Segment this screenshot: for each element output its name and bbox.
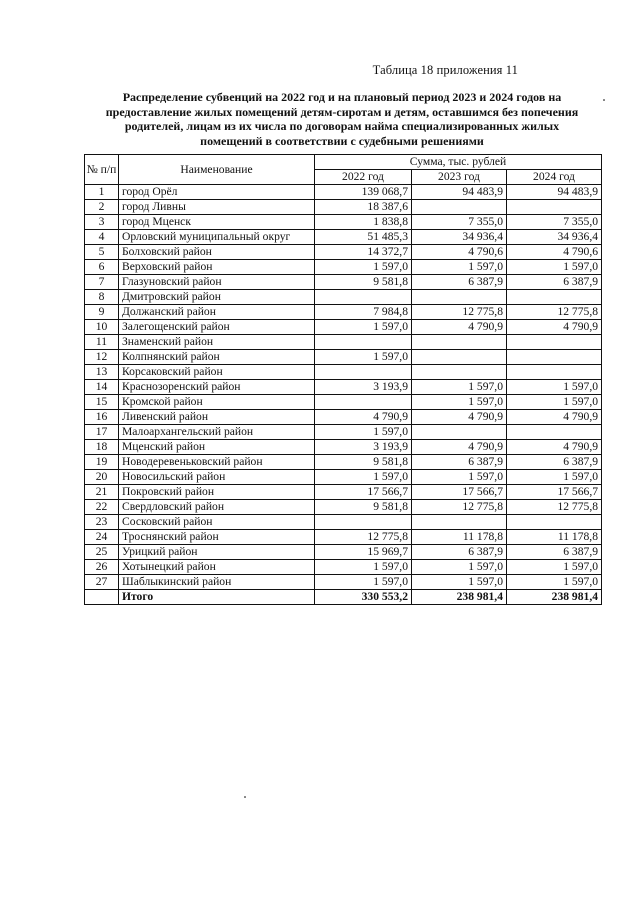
row-value-2022: [315, 290, 412, 305]
row-number: 23: [85, 515, 119, 530]
title-line: помещений в соответствии с судебными решениями: [200, 133, 484, 148]
row-number: 19: [85, 455, 119, 470]
row-value-2022: 1 597,0: [315, 470, 412, 485]
table-row: [85, 440, 602, 455]
row-value-2022: [315, 365, 412, 380]
table-row: [85, 560, 602, 575]
row-name: Колпнянский район: [119, 350, 315, 365]
table-row: [85, 530, 602, 545]
row-number: 6: [85, 260, 119, 275]
row-value-2022: 12 775,8: [315, 530, 412, 545]
table-row: [85, 350, 602, 365]
row-value-2022: 1 838,8: [315, 215, 412, 230]
header-sum: Сумма, тыс. рублей: [315, 155, 602, 170]
header-name: Наименование: [119, 155, 315, 185]
row-name: Новодеревеньковский район: [119, 455, 315, 470]
row-value-2024: 12 775,8: [507, 500, 602, 515]
row-value-2024: 1 597,0: [507, 395, 602, 410]
row-value-2023: 1 597,0: [412, 575, 507, 590]
row-value-2022: 139 068,7: [315, 185, 412, 200]
row-number: 24: [85, 530, 119, 545]
row-number: 15: [85, 395, 119, 410]
row-value-2024: 4 790,9: [507, 440, 602, 455]
total-label: Итого: [119, 590, 315, 605]
row-value-2023: [412, 350, 507, 365]
row-name: Глазуновский район: [119, 275, 315, 290]
table-row: [85, 545, 602, 560]
row-number: 14: [85, 380, 119, 395]
row-value-2022: 9 581,8: [315, 455, 412, 470]
row-value-2022: 9 581,8: [315, 500, 412, 515]
row-number: 18: [85, 440, 119, 455]
subsidy-table: [84, 154, 602, 605]
table-row: [85, 500, 602, 515]
table-row: [85, 365, 602, 380]
row-number: 8: [85, 290, 119, 305]
row-value-2022: 51 485,3: [315, 230, 412, 245]
row-value-2023: 1 597,0: [412, 395, 507, 410]
row-name: Дмитровский район: [119, 290, 315, 305]
table-row: [85, 245, 602, 260]
row-value-2024: [507, 365, 602, 380]
row-value-2022: 1 597,0: [315, 350, 412, 365]
table-row: [85, 575, 602, 590]
row-name: Малоархангельский район: [119, 425, 315, 440]
row-value-2022: 4 790,9: [315, 410, 412, 425]
row-value-2023: [412, 515, 507, 530]
row-value-2023: 94 483,9: [412, 185, 507, 200]
row-name: Хотынецкий район: [119, 560, 315, 575]
row-value-2023: [412, 290, 507, 305]
row-number: 27: [85, 575, 119, 590]
row-number: 20: [85, 470, 119, 485]
row-name: Свердловский район: [119, 500, 315, 515]
row-value-2022: [315, 335, 412, 350]
row-name: город Ливны: [119, 200, 315, 215]
row-name: Знаменский район: [119, 335, 315, 350]
row-number: 17: [85, 425, 119, 440]
row-value-2024: [507, 515, 602, 530]
row-name: Урицкий район: [119, 545, 315, 560]
row-value-2022: 15 969,7: [315, 545, 412, 560]
row-name: Болховский район: [119, 245, 315, 260]
row-value-2024: 1 597,0: [507, 380, 602, 395]
table-row: [85, 380, 602, 395]
total-number: [85, 590, 119, 605]
row-name: Троснянский район: [119, 530, 315, 545]
row-value-2023: 1 597,0: [412, 260, 507, 275]
row-value-2023: 6 387,9: [412, 545, 507, 560]
row-value-2024: 4 790,6: [507, 245, 602, 260]
table-row: [85, 200, 602, 215]
row-value-2023: 4 790,9: [412, 320, 507, 335]
row-number: 4: [85, 230, 119, 245]
table-row: [85, 455, 602, 470]
row-name: Кромской район: [119, 395, 315, 410]
row-name: Покровский район: [119, 485, 315, 500]
row-name: Орловский муниципальный округ: [119, 230, 315, 245]
row-name: город Орёл: [119, 185, 315, 200]
row-value-2023: 1 597,0: [412, 380, 507, 395]
row-value-2024: 1 597,0: [507, 260, 602, 275]
row-name: Шаблыкинский район: [119, 575, 315, 590]
table-row: [85, 515, 602, 530]
row-value-2022: 1 597,0: [315, 320, 412, 335]
table-row: [85, 485, 602, 500]
table-row: [85, 230, 602, 245]
row-number: 3: [85, 215, 119, 230]
row-value-2022: 17 566,7: [315, 485, 412, 500]
table-row: [85, 320, 602, 335]
table-row: [85, 410, 602, 425]
row-name: Новосильский район: [119, 470, 315, 485]
row-value-2022: 14 372,7: [315, 245, 412, 260]
row-value-2024: 11 178,8: [507, 530, 602, 545]
title-line: предоставление жилых помещений детям-сиротам и детям, оставшимся без попечения: [105, 104, 579, 119]
row-value-2022: [315, 515, 412, 530]
row-value-2023: [412, 425, 507, 440]
row-value-2024: 6 387,9: [507, 545, 602, 560]
total-value-2023: 238 981,4: [412, 590, 507, 605]
row-value-2024: 94 483,9: [507, 185, 602, 200]
appendix-reference: Таблица 18 приложения 11: [372, 63, 518, 77]
row-value-2024: 7 355,0: [507, 215, 602, 230]
total-row: [85, 590, 602, 605]
row-value-2024: [507, 350, 602, 365]
row-value-2022: 1 597,0: [315, 575, 412, 590]
row-value-2023: 12 775,8: [412, 500, 507, 515]
row-value-2023: [412, 365, 507, 380]
table-row: [85, 185, 602, 200]
table-row: [85, 290, 602, 305]
row-value-2024: [507, 425, 602, 440]
scan-speck: [603, 99, 605, 101]
row-value-2023: 4 790,9: [412, 440, 507, 455]
row-number: 25: [85, 545, 119, 560]
table-row: [85, 335, 602, 350]
row-name: Залегощенский район: [119, 320, 315, 335]
row-value-2022: 18 387,6: [315, 200, 412, 215]
header-year-2023: 2023 год: [412, 170, 507, 185]
table-row: [85, 275, 602, 290]
row-value-2023: 4 790,9: [412, 410, 507, 425]
row-value-2024: [507, 335, 602, 350]
row-value-2023: 34 936,4: [412, 230, 507, 245]
title-line: Распределение субвенций на 2022 год и на плановый период 2023 и 2024 годов на: [122, 90, 562, 104]
row-number: 5: [85, 245, 119, 260]
row-value-2024: [507, 290, 602, 305]
row-value-2023: 11 178,8: [412, 530, 507, 545]
row-value-2022: [315, 395, 412, 410]
table-row: [85, 260, 602, 275]
row-value-2023: 12 775,8: [412, 305, 507, 320]
row-value-2024: 12 775,8: [507, 305, 602, 320]
row-value-2022: 1 597,0: [315, 260, 412, 275]
row-value-2024: 6 387,9: [507, 275, 602, 290]
row-value-2022: 1 597,0: [315, 560, 412, 575]
row-value-2023: 6 387,9: [412, 455, 507, 470]
total-value-2022: 330 553,2: [315, 590, 412, 605]
row-value-2023: 7 355,0: [412, 215, 507, 230]
row-name: Сосковский район: [119, 515, 315, 530]
total-value-2024: 238 981,4: [507, 590, 602, 605]
header-year-2024: 2024 год: [507, 170, 602, 185]
row-value-2023: 1 597,0: [412, 470, 507, 485]
row-value-2024: 17 566,7: [507, 485, 602, 500]
row-name: Корсаковский район: [119, 365, 315, 380]
row-value-2023: 1 597,0: [412, 560, 507, 575]
row-name: Мценский район: [119, 440, 315, 455]
title-line: родителей, лицам из их числа по договорам найма специализированных жилых: [124, 119, 560, 134]
row-name: город Мценск: [119, 215, 315, 230]
row-value-2023: 17 566,7: [412, 485, 507, 500]
document-title: [92, 90, 592, 148]
row-number: 22: [85, 500, 119, 515]
row-value-2023: 6 387,9: [412, 275, 507, 290]
row-value-2024: 4 790,9: [507, 320, 602, 335]
row-number: 9: [85, 305, 119, 320]
row-number: 16: [85, 410, 119, 425]
row-value-2023: [412, 200, 507, 215]
row-number: 11: [85, 335, 119, 350]
table-row: [85, 470, 602, 485]
row-number: 10: [85, 320, 119, 335]
row-number: 13: [85, 365, 119, 380]
row-value-2024: 1 597,0: [507, 575, 602, 590]
row-name: Ливенский район: [119, 410, 315, 425]
row-value-2024: [507, 200, 602, 215]
row-value-2024: 6 387,9: [507, 455, 602, 470]
row-name: Верховский район: [119, 260, 315, 275]
row-value-2024: 4 790,9: [507, 410, 602, 425]
row-value-2024: 1 597,0: [507, 470, 602, 485]
row-value-2022: 3 193,9: [315, 440, 412, 455]
row-number: 26: [85, 560, 119, 575]
row-number: 21: [85, 485, 119, 500]
table-row: [85, 395, 602, 410]
row-number: 2: [85, 200, 119, 215]
header-number: [85, 155, 119, 185]
header-number-text: № п/п: [86, 163, 117, 176]
scan-speck: [244, 796, 246, 798]
row-value-2022: 7 984,8: [315, 305, 412, 320]
row-value-2024: 34 936,4: [507, 230, 602, 245]
row-number: 1: [85, 185, 119, 200]
row-value-2023: [412, 335, 507, 350]
row-value-2022: 3 193,9: [315, 380, 412, 395]
table-row: [85, 425, 602, 440]
row-number: 12: [85, 350, 119, 365]
header-year-2022: 2022 год: [315, 170, 412, 185]
row-number: 7: [85, 275, 119, 290]
row-name: Должанский район: [119, 305, 315, 320]
table-body: [85, 185, 602, 605]
row-value-2022: 1 597,0: [315, 425, 412, 440]
row-name: Краснозоренский район: [119, 380, 315, 395]
table-row: [85, 215, 602, 230]
row-value-2023: 4 790,6: [412, 245, 507, 260]
table-row: [85, 305, 602, 320]
row-value-2024: 1 597,0: [507, 560, 602, 575]
row-value-2022: 9 581,8: [315, 275, 412, 290]
